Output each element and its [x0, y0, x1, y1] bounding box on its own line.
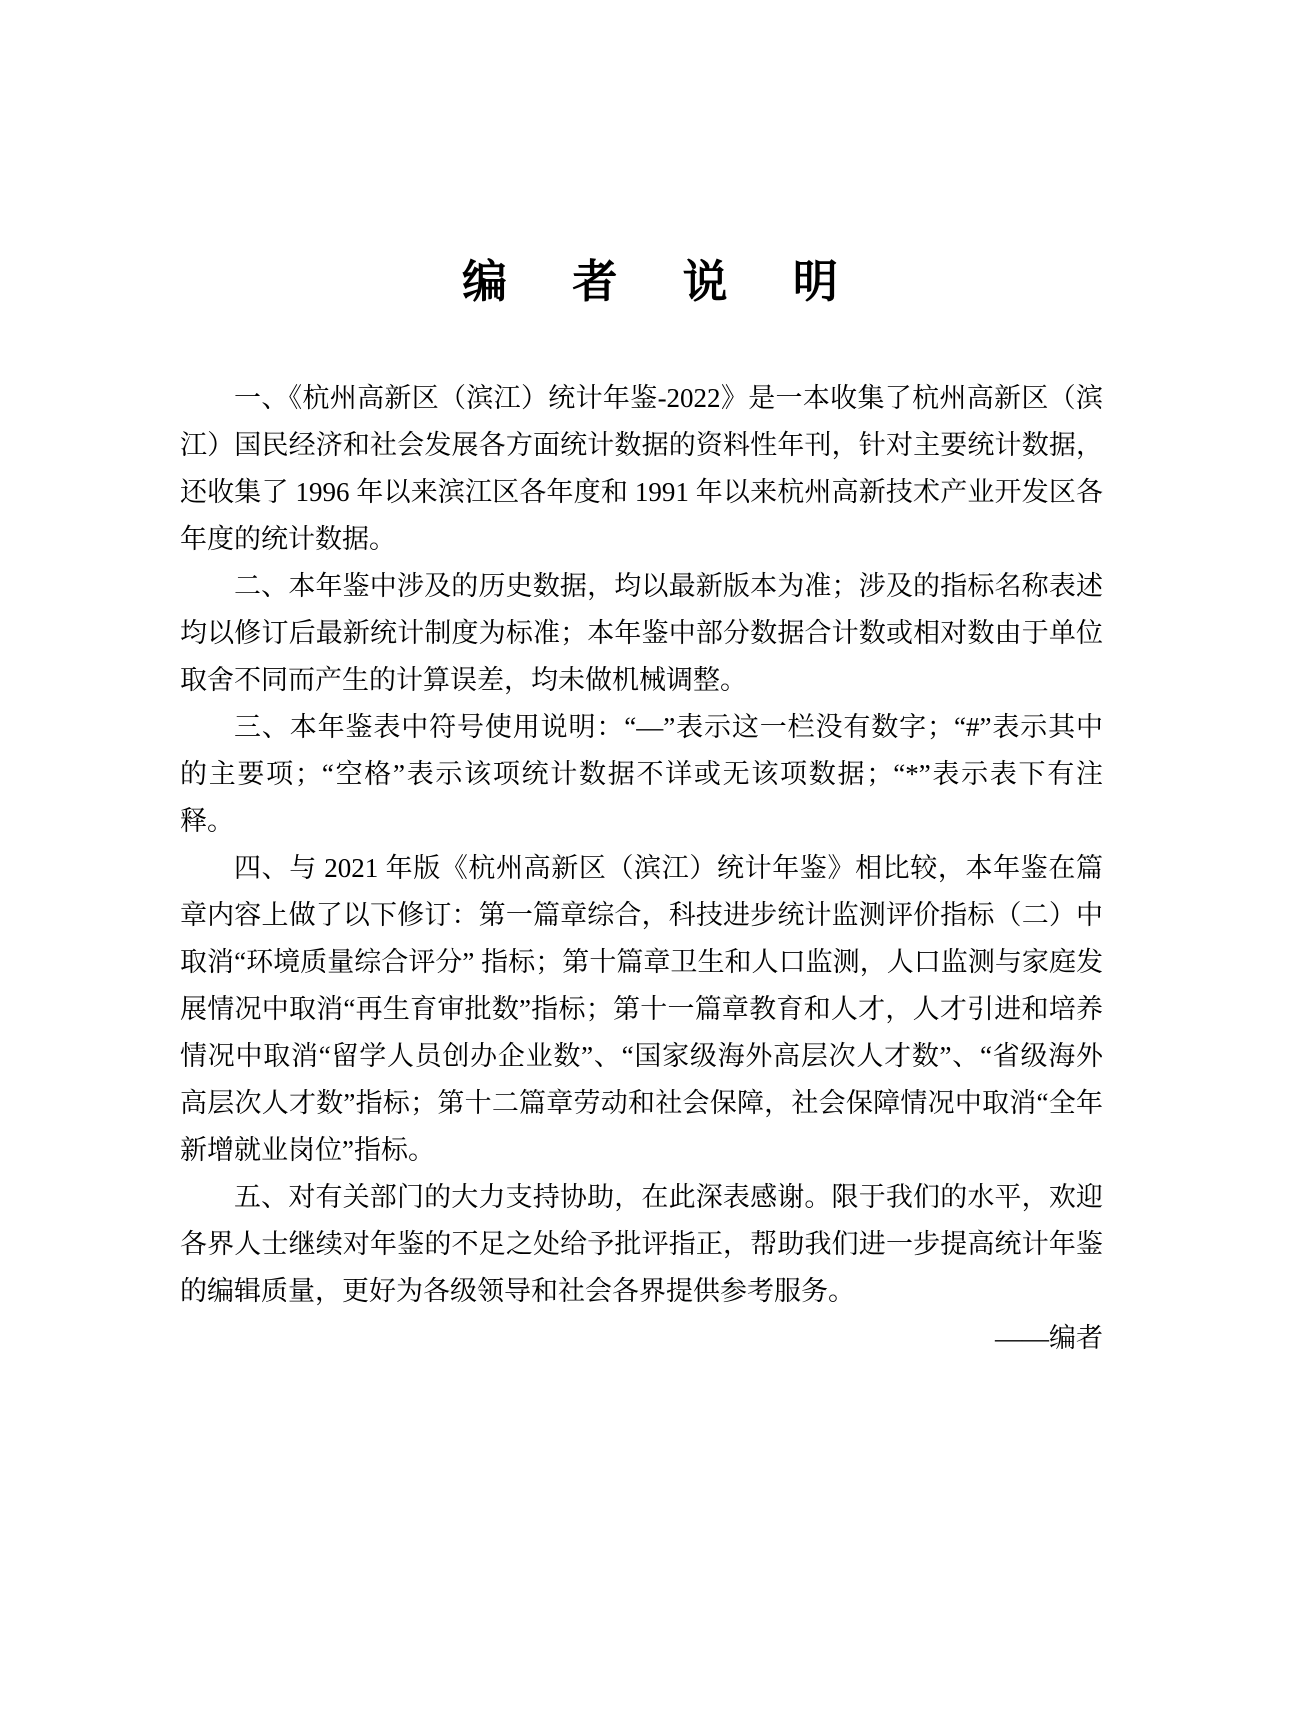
paragraph-5: 五、对有关部门的大力支持协助，在此深表感谢。限于我们的水平，欢迎各界人士继续对年鉴的不足之处给予批评指正，帮助我们进一步提高统计年鉴的编辑质量，更好为各级领导和社会各界提供参考服务。	[180, 1182, 1103, 1306]
paragraph-1: 一、《杭州高新区（滨江）统计年鉴-2022》是一本收集了杭州高新区（滨江）国民经济和社会发展各方面统计数据的资料性年刊，针对主要统计数据，还收集了 1996 年以来滨江区各年度和 1991 年以来杭州高新技术产业开发区各年度的统计数据。	[180, 383, 1103, 554]
page-title: 编 者 说 明	[462, 257, 865, 307]
paragraph-2: 二、本年鉴中涉及的历史数据，均以最新版本为准；涉及的指标名称表述均以修订后最新统计制度为标准；本年鉴中部分数据合计数或相对数由于单位取舍不同而产生的计算误差，均未做机械调整。	[180, 571, 1103, 695]
paragraph-4: 四、与 2021 年版《杭州高新区（滨江）统计年鉴》相比较，本年鉴在篇章内容上做了以下修订：第一篇章综合，科技进步统计监测评价指标（二）中取消“环境质量综合评分” 指标；第十篇章卫生和人口监测，人口监测与家庭发展情况中取消“再生育审批数”指标；第十一篇章教育和人才，人才引进和培养情况中取消“留学人员创办企业数”、“国家级海外高层次人才数”、“省级海外高层次人才数”指标；第十二篇章劳动和社会保障，社会保障情况中取消“全年新增就业岗位”指标。	[180, 853, 1103, 1165]
signature: ——编者	[995, 1323, 1103, 1353]
paragraph-3: 三、本年鉴表中符号使用说明：“—”表示这一栏没有数字；“#”表示其中的主要项；“空格”表示该项统计数据不详或无该项数据；“*”表示表下有注释。	[180, 712, 1103, 836]
document-body	[180, 375, 1103, 1362]
